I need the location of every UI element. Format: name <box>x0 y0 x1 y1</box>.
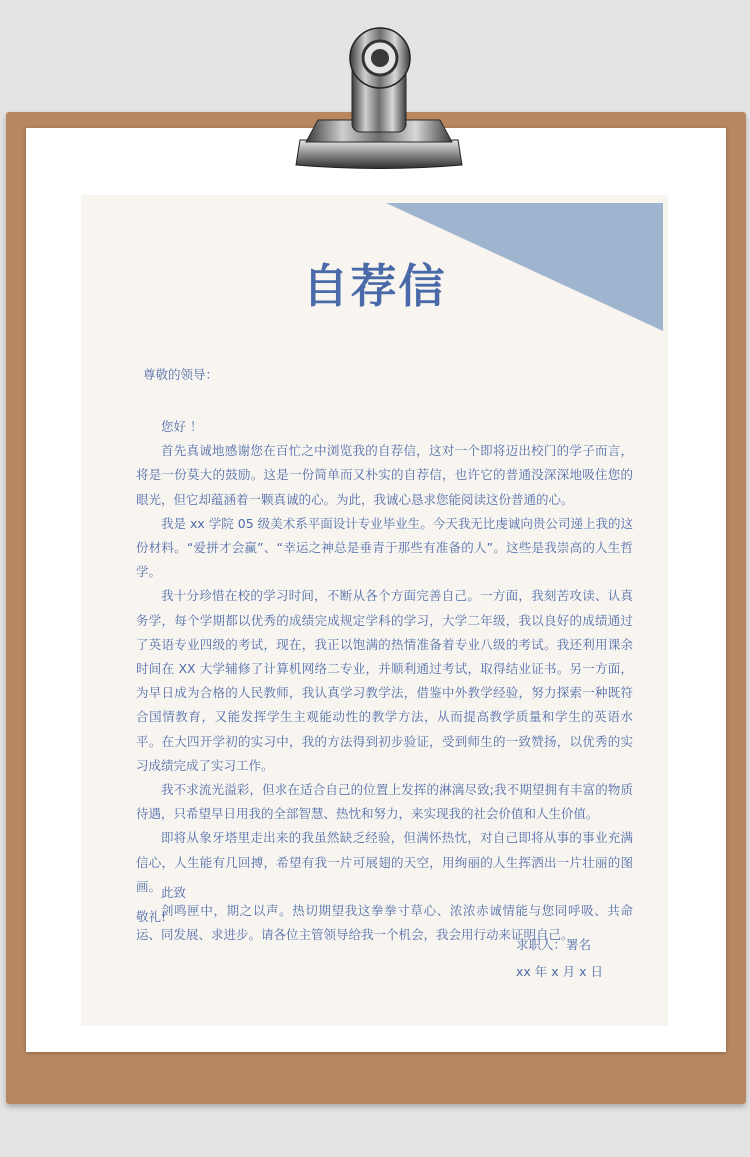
salutation: 尊敬的领导： <box>143 367 219 382</box>
closing-line-1: 此致 <box>161 885 187 900</box>
paragraph: 我是 xx 学院 05 级美术系平面设计专业毕业生。今天我无比虔诚向贵公司递上我的这份材料。“爱拼才会赢”、“幸运之神总是垂青于那些有准备的人”。这些是我崇高的人生哲学。 <box>136 515 633 580</box>
paragraph: 我不求流光溢彩，但求在适合自己的位置上发挥的淋漓尽致;我不期望拥有丰富的物质待遇，只希望早日用我的全部智慧、热忱和努力，来实现我的社会价值和人生价值。 <box>136 782 633 822</box>
letter-title: 自荐信 <box>302 259 447 313</box>
paragraph: 首先真诚地感谢您在百忙之中浏览我的自荐信，这对一个即将迈出校门的学子而言，将是一份莫大的鼓励。这是一份简单而又朴实的自荐信，也许它的普通没深深地吸住您的眼光，但它却蕴涵着一颗真诚的心。为此，我诚心恳求您能阅读这份普通的心。 <box>136 443 633 507</box>
signature-block <box>516 931 603 985</box>
paragraph: 我十分珍惜在校的学习时间，不断从各个方面完善自己。一方面，我刻苦攻读、认真务学，每个学期都以优秀的成绩完成规定学科的学习，大学二年级，我以良好的成绩通过了英语专业四级的考试，现在，我正以饱满的热情准备着专业八级的考试。我还利用课余时间在 XX 大学辅修了计算机网络二专业，并顺利通过考试，取得结业证书。另一方面，为早日成为合格的人民教师，我认真学习教学法，借鉴中外教学经验，努力探索一种既符合国情教育，又能发挥学生主观能动性的教学方法，从而提高教学质量和学生的英语水平。在大四开学初的实习中，我的方法得到初步验证，受到师生的一致赞扬，以优秀的实习成绩完成了实习工作。 <box>136 588 633 773</box>
letter-date: xx 年 x 月 x 日 <box>516 964 603 979</box>
binder-clip-icon <box>0 0 750 180</box>
signer-name: 求职人：署名 <box>516 937 592 952</box>
paragraph: 剑鸣匣中，期之以声。热切期望我这拳拳寸草心、浓浓赤诚情能与您同呼吸、共命运、同发展、求进步。请各位主管领导给我一个机会，我会用行动来证明自己。 <box>136 903 633 943</box>
paragraph: 即将从象牙塔里走出来的我虽然缺乏经验，但满怀热忱，对自己即将从事的事业充满信心，人生能有几回搏，希望有我一片可展翅的天空，用绚丽的人生挥洒出一片壮丽的图画。 <box>136 830 633 894</box>
closing <box>136 881 186 929</box>
letter-body <box>136 415 633 947</box>
letter-sheet <box>81 195 668 1026</box>
closing-line-2: 敬礼! <box>136 909 167 925</box>
hello-line: 您好 ！ <box>161 419 203 434</box>
